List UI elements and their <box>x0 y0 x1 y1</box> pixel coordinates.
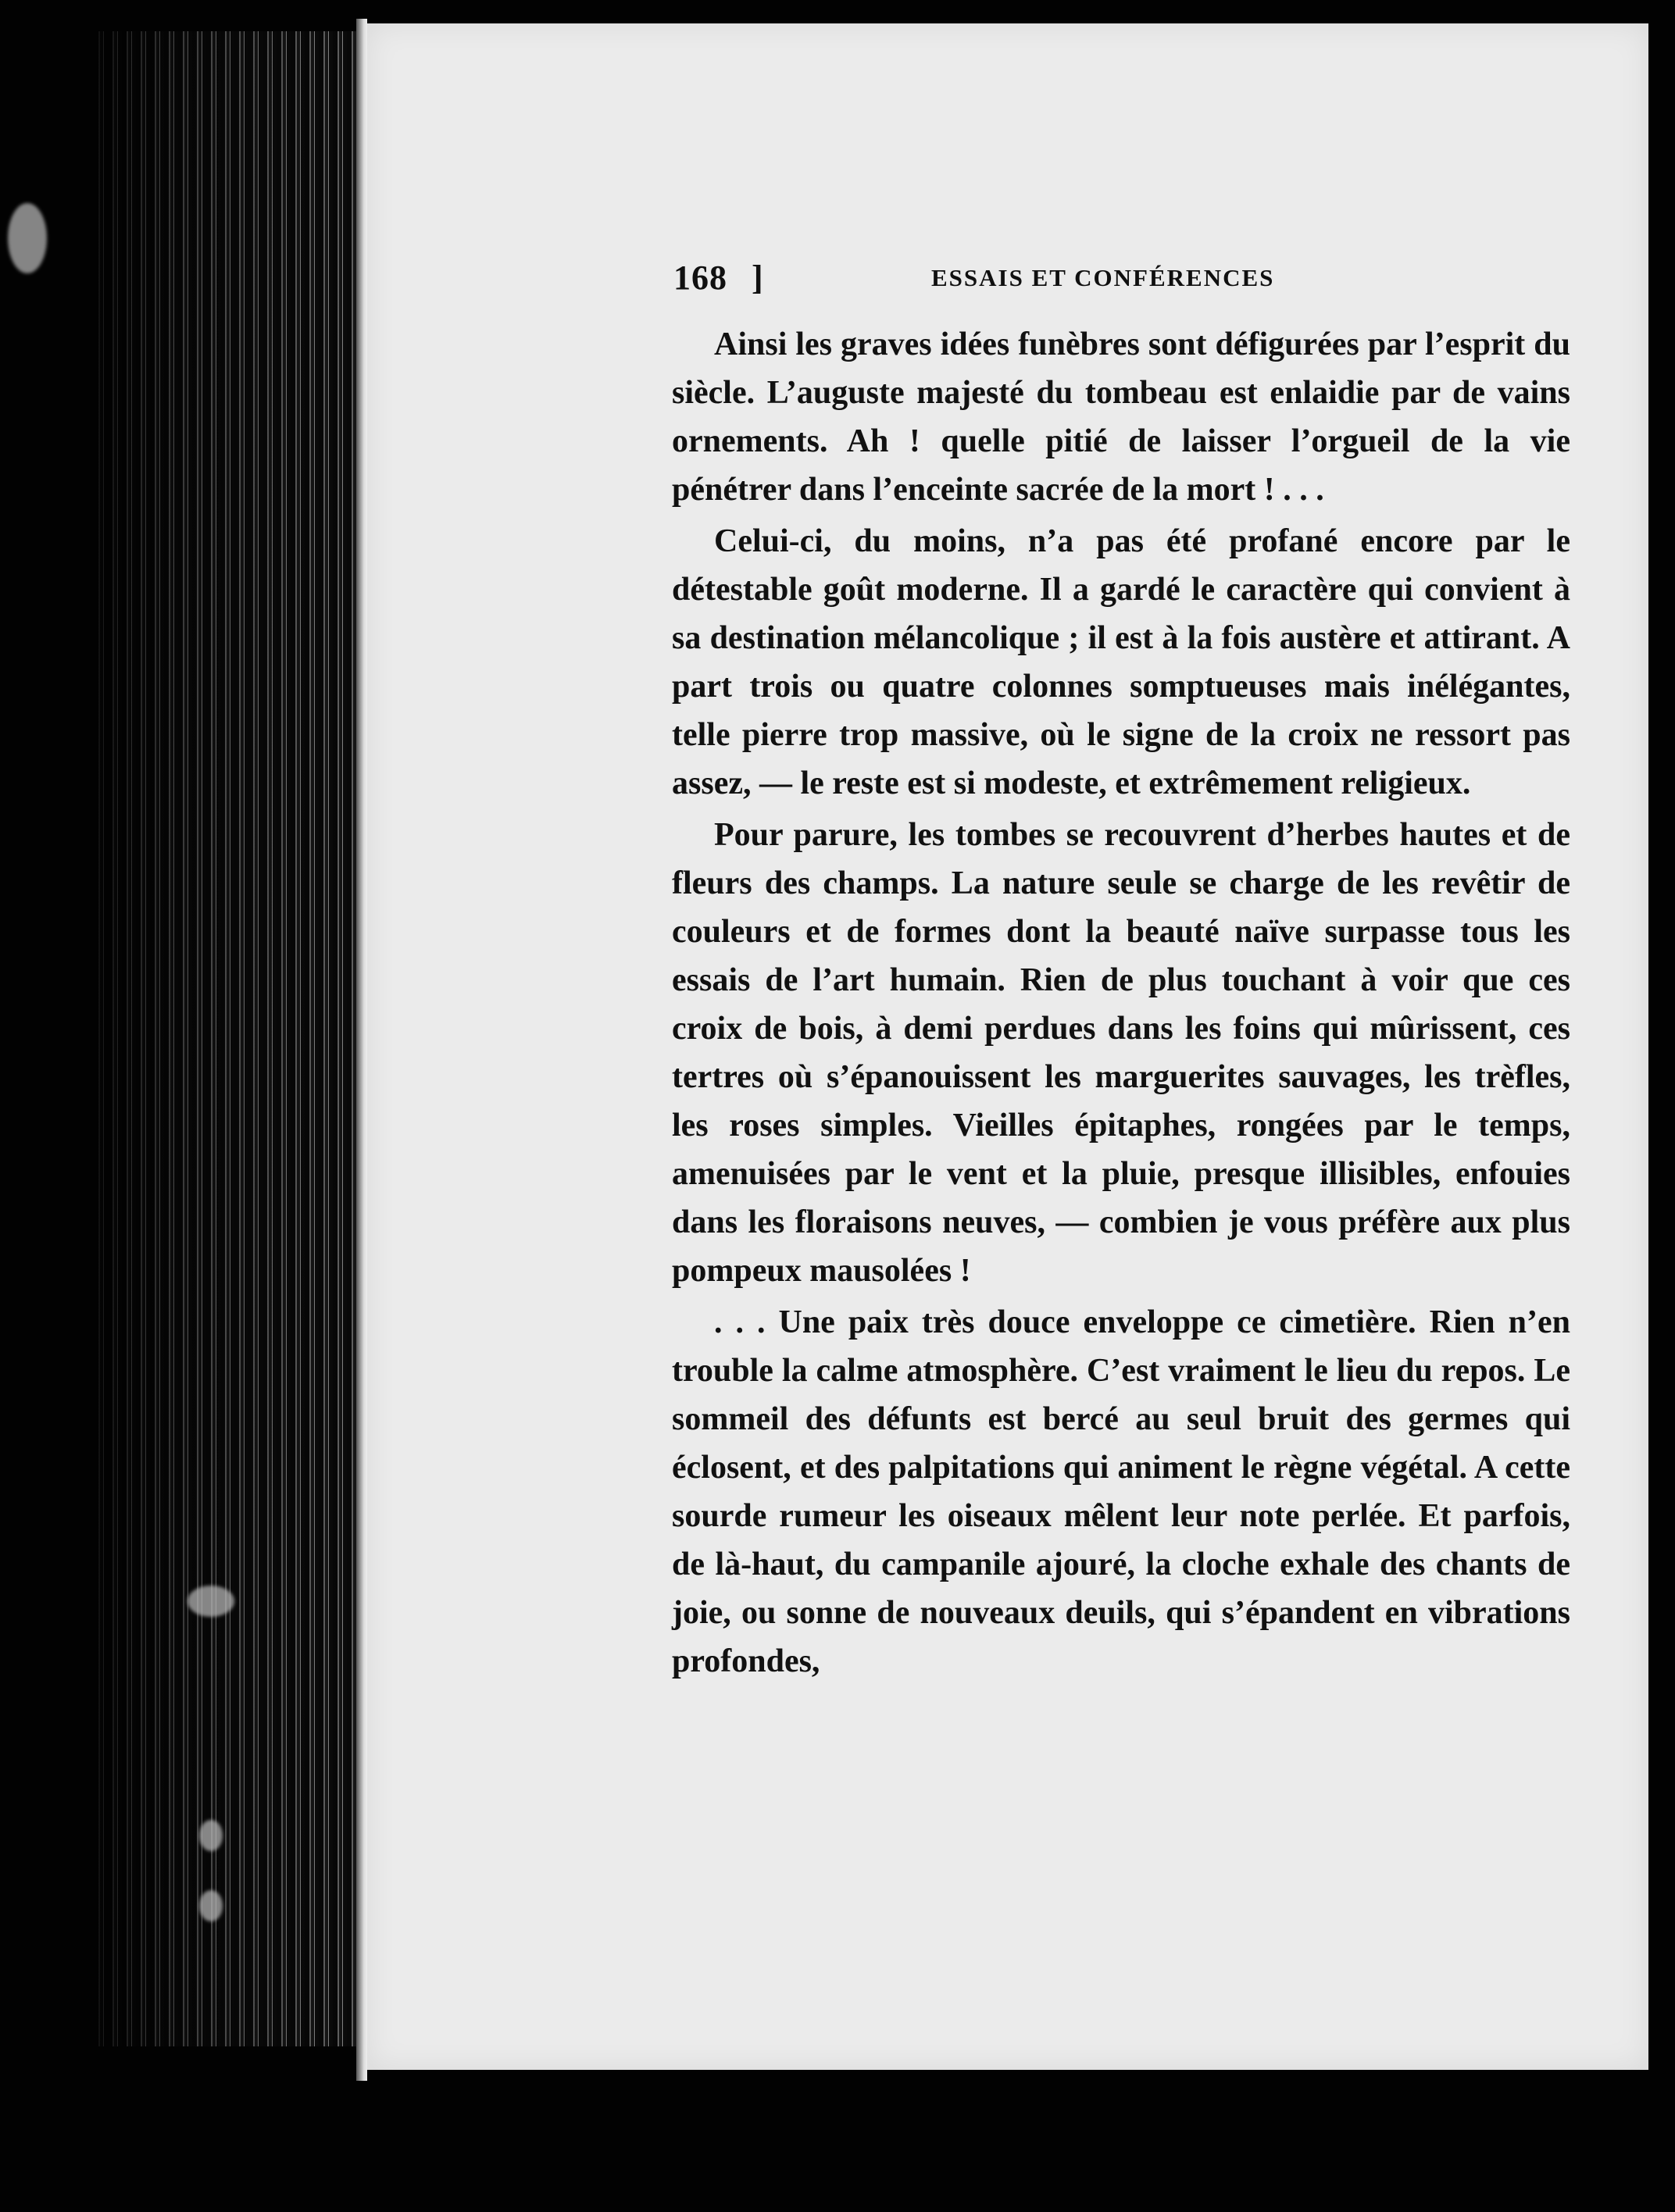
scan-artifact <box>8 203 47 273</box>
scan-artifact <box>199 1890 223 1921</box>
paragraph: . . . Une paix très douce enveloppe ce cimetière. Rien n’en trouble la calme atmosphère. C’est vraiment le lieu du repos. Le sommeil des défunts est bercé au seul bruit des germes qui éclosent, et des palpitations qui animent le règne végétal. A cette sourde rumeur les oiseaux mêlent leur note perlée. Et parfois, de là-haut, du campanile ajouré, la cloche exhale des chants de joie, ou sonne de nouveaux deuils, qui s’épandent en vibrations profondes, <box>672 1304 1570 1679</box>
paragraph: Pour parure, les tombes se recouvrent d’herbes hautes et de fleurs des champs. La nature seule se charge de les revêtir de couleurs et de formes dont la beauté naïve surpasse tous les essais de l’art humain. Rien de plus touchant à voir que ces croix de bois, à demi perdues dans les foins qui mûrissent, ces tertres où s’épanouissent les marguerites sauvages, les trèfles, les roses simples. Vieilles épitaphes, rongées par le temps, amenuisées par le vent et la pluie, presque illisibles, enfouies dans les floraisons neuves, — combien je vous préfère aux plus pompeux mausolées ! <box>672 817 1570 1289</box>
page-number: 168 <box>673 259 727 297</box>
body-text <box>672 320 1570 1689</box>
paragraph: Celui-ci, du moins, n’a pas été profané encore par le détestable goût moderne. Il a gardé le caractère qui convient à sa destination mélancolique ; il est à la fois austère et attirant. A part trois ou quatre colonnes somptueuses mais inélégantes, telle pierre trop massive, où le signe de la croix ne ressort pas assez, — le reste est si modeste, et extrêmement religieux. <box>672 523 1570 801</box>
book-page-edges <box>94 31 375 2046</box>
running-head <box>673 258 1658 305</box>
page-number-bracket: ] <box>752 259 763 297</box>
running-title: ESSAIS ET CONFÉRENCES <box>931 264 1275 291</box>
scan-artifact <box>199 1820 223 1851</box>
paragraph: Ainsi les graves idées funèbres sont défigurées par l’esprit du siècle. L’auguste majesté du tombeau est enlaidie par de vains ornements. Ah ! quelle pitié de laisser l’orgueil de la vie pénétrer dans l’enceinte sacrée de la mort ! . . . <box>672 326 1570 508</box>
scan-artifact <box>188 1586 234 1617</box>
book-page <box>367 23 1648 2070</box>
